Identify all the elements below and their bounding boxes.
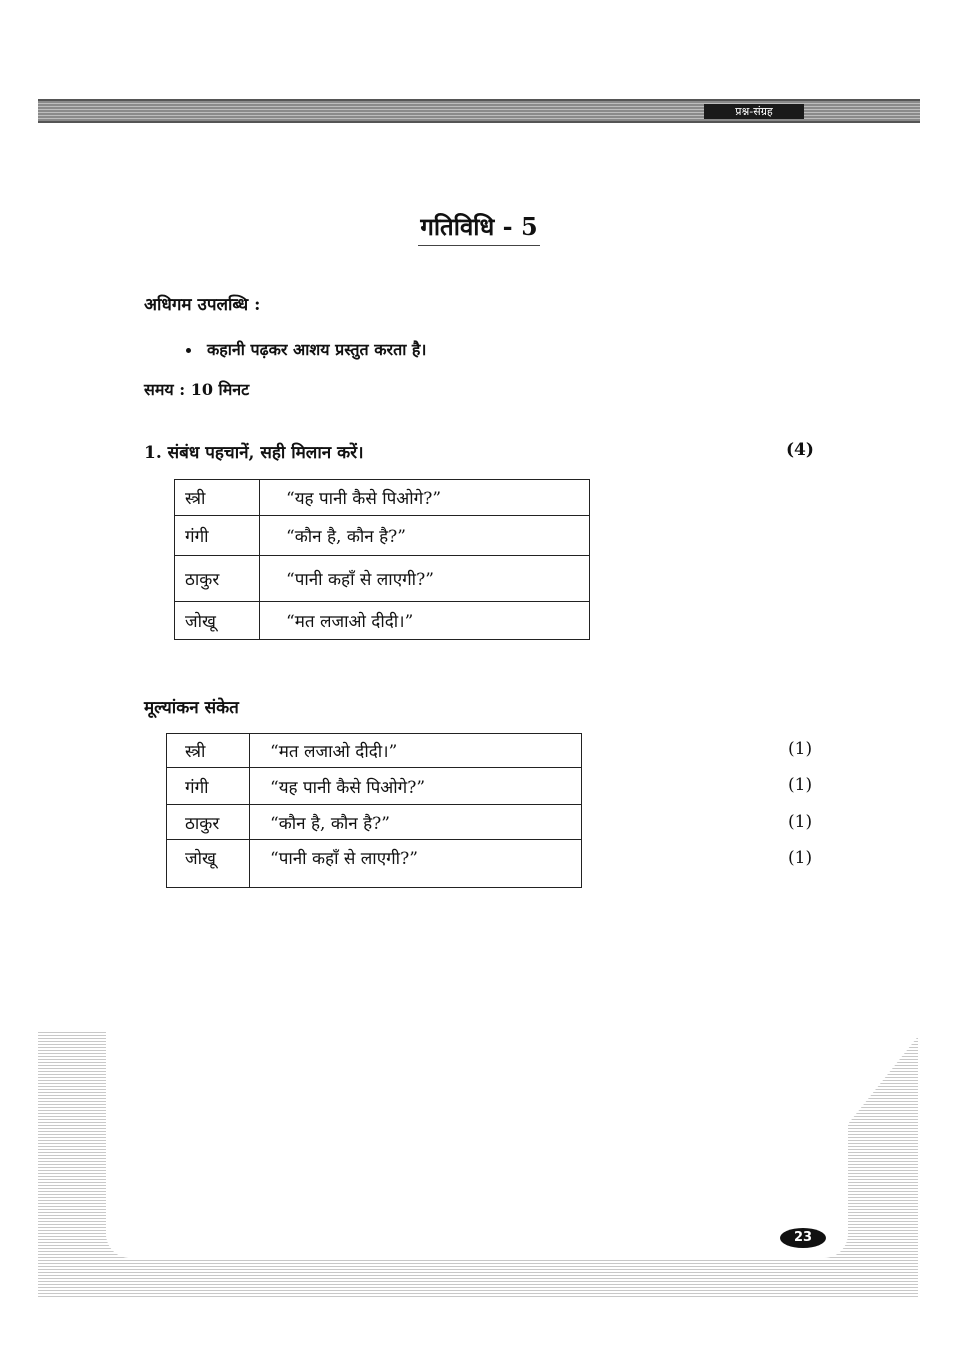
quote-cell: “यह पानी कैसे पिओगे?”: [250, 768, 582, 805]
table-row: [175, 602, 590, 640]
learning-outcome-item: [186, 338, 426, 360]
question-marks: (4): [786, 440, 814, 460]
header-tag: प्रश्न-संग्रह: [704, 104, 804, 119]
evaluation-mark: (1): [788, 775, 813, 795]
who-cell: ठाकुर: [175, 556, 260, 602]
table-row: [175, 480, 590, 516]
table-row: [167, 805, 582, 840]
table-row: [175, 556, 590, 602]
who-cell: जोखू: [175, 602, 260, 640]
quote-cell: “कौन है, कौन है?”: [250, 805, 582, 840]
question-table: [174, 479, 590, 640]
quote-cell: “मत लजाओ दीदी।”: [250, 734, 582, 768]
quote-cell: “यह पानी कैसे पिओगे?”: [260, 480, 590, 516]
table-row: [167, 768, 582, 805]
bullet-icon: [186, 348, 191, 353]
who-cell: स्त्री: [167, 734, 250, 768]
who-cell: गंगी: [167, 768, 250, 805]
evaluation-heading: मूल्यांकन संकेत: [144, 698, 239, 718]
quote-cell: “पानी कहाँ से लाएगी?”: [260, 556, 590, 602]
page-title-text: गतिविधि - 5: [418, 212, 539, 246]
table-row: [175, 516, 590, 556]
time-label: समय : 10 मिनट: [144, 380, 250, 399]
who-cell: जोखू: [167, 840, 250, 888]
page-title: [0, 210, 958, 243]
who-cell: गंगी: [175, 516, 260, 556]
who-cell: ठाकुर: [167, 805, 250, 840]
who-cell: स्त्री: [175, 480, 260, 516]
evaluation-mark: (1): [788, 812, 813, 832]
evaluation-table: [166, 733, 582, 888]
evaluation-mark: (1): [788, 739, 813, 759]
quote-cell: “मत लजाओ दीदी।”: [260, 602, 590, 640]
page-number: 23: [780, 1228, 826, 1248]
evaluation-mark: (1): [788, 848, 813, 868]
learning-outcome-text: कहानी पढ़कर आशय प्रस्तुत करता है।: [207, 340, 427, 359]
bottom-decoration-panel: [106, 1032, 848, 1258]
table-row: [167, 734, 582, 768]
quote-cell: “कौन है, कौन है?”: [260, 516, 590, 556]
learning-outcome-heading: अधिगम उपलब्धि :: [144, 295, 261, 315]
question-text: 1. संबंध पहचानें, सही मिलान करें।: [144, 443, 364, 463]
quote-cell: “पानी कहाँ से लाएगी?”: [250, 840, 582, 888]
table-row: [167, 840, 582, 888]
